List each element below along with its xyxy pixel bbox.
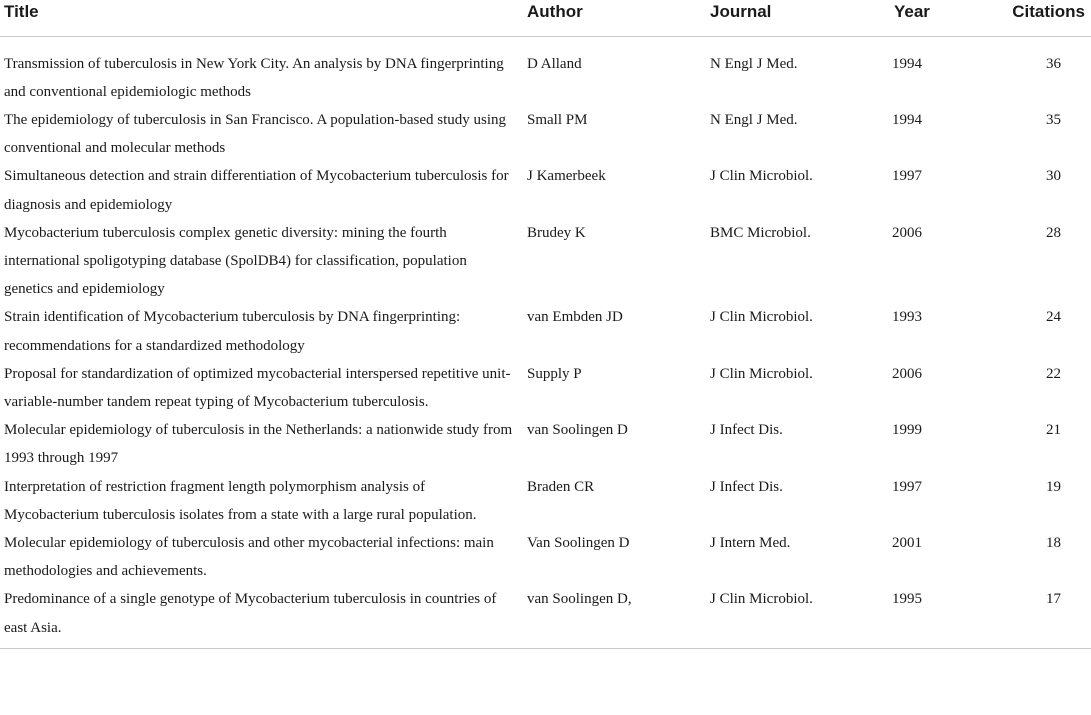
table-row: [0, 303, 1091, 359]
cell-title: The epidemiology of tuberculosis in San Francisco. A population-based study using conventional and molecular methods: [4, 111, 507, 157]
cell-journal: J Clin Microbiol.: [706, 585, 889, 648]
cell-author: D Alland: [527, 55, 582, 72]
cell-author: Small PM: [527, 111, 588, 128]
cell-citations: 36: [1046, 55, 1061, 72]
table-header: [0, 0, 1091, 36]
cell-year: 2006: [892, 365, 922, 382]
header-citations: Citations: [994, 0, 1091, 36]
cell-title: Simultaneous detection and strain differentiation of Mycobacterium tuberculosis for diagnosis and epidemiology: [4, 168, 509, 213]
cell-author: Van Soolingen D: [527, 534, 630, 551]
cell-citations: 19: [1046, 478, 1061, 495]
header-title: Title: [0, 0, 523, 36]
cell-journal: J Clin Microbiol.: [710, 365, 813, 382]
cell-year: 2001: [892, 534, 922, 551]
cell-year: 2006: [892, 224, 922, 241]
header-journal: Journal: [706, 0, 889, 36]
cell-journal: BMC Microbiol.: [710, 224, 811, 241]
cell-journal: N Engl J Med.: [710, 111, 798, 128]
cell-author: Supply P: [527, 365, 582, 382]
cell-year: 1993: [892, 309, 922, 326]
table-row: [0, 585, 1091, 648]
cell-year: 1999: [892, 422, 922, 439]
cell-journal: J Clin Microbiol.: [710, 309, 813, 326]
table-body: [0, 36, 1091, 648]
cell-title: Transmission of tuberculosis in New York City. An analysis by DNA fingerprinting and conventional epidemiologic methods: [4, 55, 504, 100]
cell-author: van Embden JD: [527, 309, 623, 326]
cell-citations: 22: [1046, 365, 1061, 382]
header-row: [0, 0, 1091, 36]
table-row: [0, 219, 1091, 304]
cell-journal: J Intern Med.: [710, 534, 791, 551]
cell-year: 1994: [892, 55, 922, 72]
cell-year: 1997: [892, 168, 922, 185]
cell-citations: 21: [1046, 422, 1061, 439]
cell-title: Molecular epidemiology of tuberculosis and other mycobacterial infections: main methodologies and achievements.: [4, 534, 494, 580]
cell-title: Interpretation of restriction fragment length polymorphism analysis of Mycobacterium tuberculosis isolates from a state with a large rural population.: [4, 478, 477, 523]
header-year: Year: [889, 0, 994, 36]
table-row: [0, 473, 1091, 529]
cell-year: 1995: [889, 585, 994, 648]
cell-title: Strain identification of Mycobacterium tuberculosis by DNA fingerprinting: recommendations for a standardized methodology: [4, 309, 461, 354]
table-row: [0, 106, 1091, 162]
cell-author: Braden CR: [527, 478, 595, 495]
cell-author: J Kamerbeek: [527, 168, 606, 185]
cell-title: Predominance of a single genotype of Mycobacterium tuberculosis in countries of east Asia.: [0, 585, 523, 648]
header-author: Author: [523, 0, 706, 36]
cell-title: Molecular epidemiology of tuberculosis in the Netherlands: a nationwide study from 1993 through 1997: [4, 422, 513, 467]
cell-citations: 28: [1046, 224, 1061, 241]
cell-citations: 18: [1046, 534, 1061, 551]
cell-citations: 35: [1046, 111, 1061, 128]
table-row: [0, 416, 1091, 472]
cell-journal: J Clin Microbiol.: [710, 168, 813, 185]
cell-author: van Soolingen D,: [523, 585, 706, 648]
cell-author: Brudey K: [527, 224, 586, 241]
cell-citations: 17: [994, 585, 1091, 648]
cell-year: 1997: [892, 478, 922, 495]
table-row: [0, 162, 1091, 218]
table-row: [0, 529, 1091, 585]
table-row: [0, 360, 1091, 416]
cell-year: 1994: [892, 111, 922, 128]
cell-citations: 24: [1046, 309, 1061, 326]
cell-journal: N Engl J Med.: [710, 55, 798, 72]
cell-journal: J Infect Dis.: [710, 478, 783, 495]
cell-title: Proposal for standardization of optimized mycobacterial interspersed repetitive unit-variable-number tandem repeat typing of Mycobacterium tuberculosis.: [4, 365, 511, 410]
cell-title: Mycobacterium tuberculosis complex genetic diversity: mining the fourth international spoligotyping database (SpolDB4) for classification, population genetics and epidemiology: [4, 224, 467, 298]
cell-journal: J Infect Dis.: [710, 422, 783, 439]
cell-citations: 30: [1046, 168, 1061, 185]
table-row: [0, 36, 1091, 106]
cell-author: van Soolingen D: [527, 422, 628, 439]
